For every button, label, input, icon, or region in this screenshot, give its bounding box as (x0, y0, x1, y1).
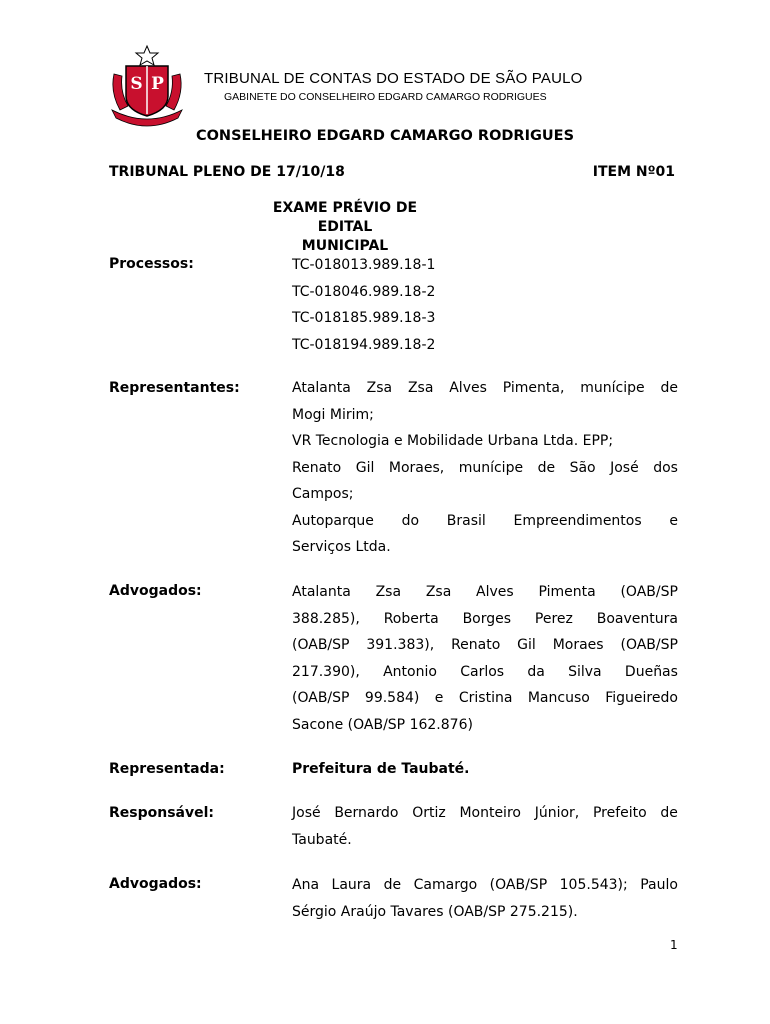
text-line: Prefeitura de Taubaté. (292, 761, 470, 777)
text-line: Mogi Mirim; (292, 406, 374, 423)
advogados-text (292, 872, 678, 925)
subject-title (245, 199, 445, 256)
svg-text:S: S (130, 74, 143, 94)
text-line: 217.390), Antonio Carlos da Silva Dueñas (292, 663, 678, 680)
text-line: Ana Laura de Camargo (OAB/SP 105.543); Paulo (292, 877, 678, 893)
text-line: Sacone (OAB/SP 162.876) (292, 716, 473, 733)
advogados-text (292, 579, 678, 738)
text-line: Autoparque do Brasil Empreendimentos e (292, 512, 678, 529)
text-line: José Bernardo Ortiz Monteiro Júnior, Prefeito de (292, 805, 678, 821)
responsavel-text (292, 800, 678, 853)
text-line: Campos; (292, 486, 354, 502)
text-line: (OAB/SP 99.584) e Cristina Mancuso Figueiredo (292, 690, 678, 706)
processos-list (292, 252, 678, 358)
text-line: Atalanta Zsa Zsa Alves Pimenta (OAB/SP (292, 584, 678, 600)
text-line: Renato Gil Moraes, munícipe de São José dos (292, 459, 678, 476)
councillor-heading: CONSELHEIRO EDGARD CAMARGO RODRIGUES (195, 128, 575, 144)
responsavel-label: Responsável: (109, 805, 215, 821)
representantes-text (292, 375, 678, 561)
representada-value (292, 756, 678, 783)
advogados-label: Advogados: (109, 876, 202, 892)
representantes-label: Representantes: (109, 380, 240, 396)
subject-line-2: MUNICIPAL (301, 238, 389, 254)
process-number: TC-018194.989.18-2 (292, 336, 436, 353)
text-line: (OAB/SP 391.383), Renato Gil Moraes (OAB/SP (292, 637, 678, 653)
institution-name: TRIBUNAL DE CONTAS DO ESTADO DE SÃO PAULO (204, 70, 583, 87)
text-line: Atalanta Zsa Zsa Alves Pimenta, munícipe de (292, 380, 678, 396)
sp-state-seal (108, 44, 186, 130)
representada-label: Representada: (109, 761, 225, 777)
text-line: 388.285), Roberta Borges Perez Boaventura (292, 610, 678, 627)
item-number: ITEM Nº01 (592, 164, 675, 180)
subject-line-1: EXAME PRÉVIO DE EDITAL (272, 200, 418, 235)
session-date: TRIBUNAL PLENO DE 17/10/18 (109, 164, 345, 180)
office-name: GABINETE DO CONSELHEIRO EDGARD CAMARGO RODRIGUES (224, 91, 547, 103)
page-number: 1 (670, 938, 678, 952)
text-line: Taubaté. (292, 831, 352, 848)
text-line: Serviços Ltda. (292, 539, 391, 555)
process-number: TC-018046.989.18-2 (292, 283, 436, 300)
process-number: TC-018185.989.18-3 (292, 310, 436, 326)
text-line: VR Tecnologia e Mobilidade Urbana Ltda. EPP; (292, 433, 614, 449)
processos-label: Processos: (109, 256, 194, 272)
advogados-label: Advogados: (109, 583, 202, 599)
process-number: TC-018013.989.18-1 (292, 257, 436, 273)
text-line: Sérgio Araújo Tavares (OAB/SP 275.215). (292, 903, 578, 920)
svg-text:P: P (151, 74, 164, 94)
